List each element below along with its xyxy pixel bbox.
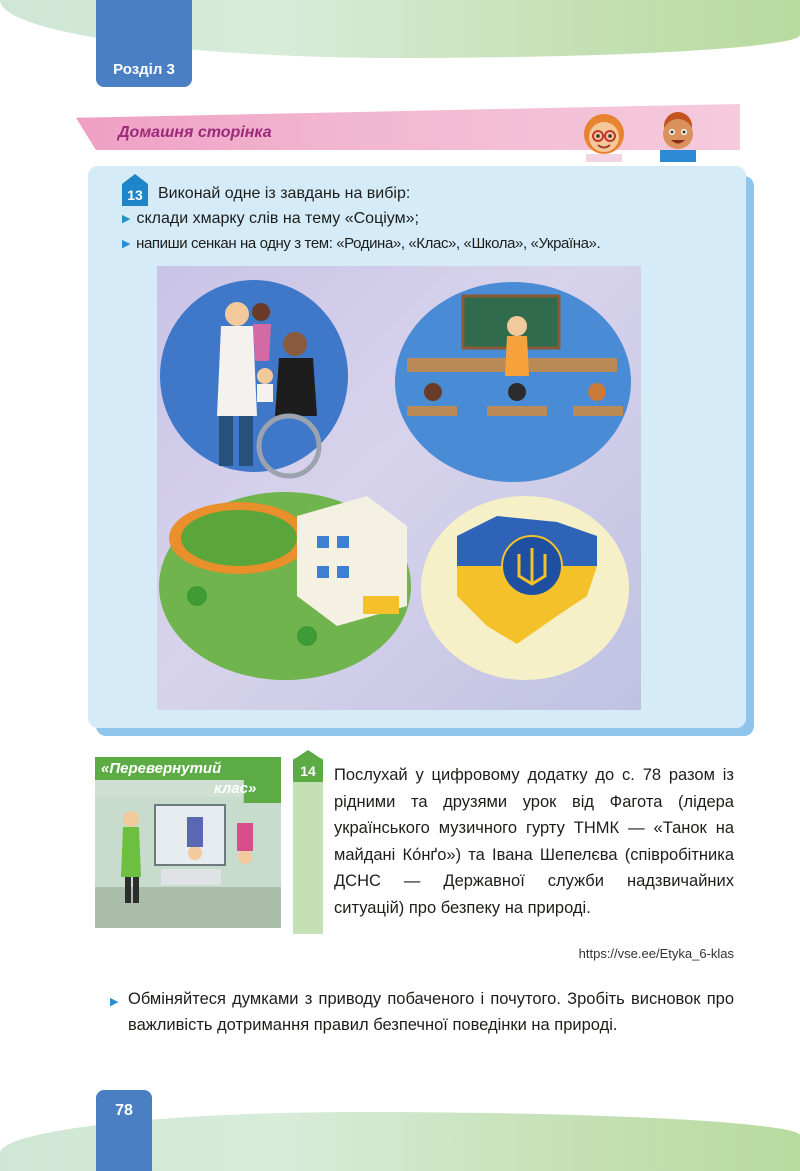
illustration-panel bbox=[157, 266, 641, 710]
ukraine-map-illustration bbox=[421, 496, 629, 680]
task-14-text: Послухай у цифровому додатку до с. 78 разом із рідними та друзями урок від Фагота (лідера українського музичного гурту ТНМК — «Танок на майдані Ко́нґо») та Івана Шепелєва (співробітника ДСНС — Державної служби надзвичайних ситуацій) про безпеку на природі. bbox=[334, 766, 734, 917]
classroom-illustration bbox=[395, 282, 631, 482]
school-city-illustration bbox=[159, 492, 411, 680]
section-label: Розділ 3 bbox=[113, 61, 175, 78]
closing-paragraph bbox=[110, 986, 734, 1038]
boy-mascot-icon bbox=[650, 108, 706, 164]
page-number-tab bbox=[96, 1090, 152, 1171]
task-13-option-2-text: напиши сенкан на одну з тем: «Родина», «Клас», «Школа», «Україна». bbox=[136, 235, 601, 252]
illustration-collage bbox=[157, 266, 641, 710]
task-14-badge: 14 bbox=[293, 760, 323, 782]
task-13-option-2 bbox=[122, 235, 600, 252]
page-number: 78 bbox=[115, 1102, 133, 1119]
task-13-option-1 bbox=[122, 210, 419, 228]
closing-text: Обміняйтеся думками з приводу побаченого і почутого. Зробіть висновок про важливість дотримання правил безпечної поведінки на природі. bbox=[128, 990, 734, 1034]
flipped-class-title-line-1: «Перевернутий bbox=[101, 760, 222, 777]
section-tab bbox=[96, 0, 192, 87]
bullet-icon: ▶ bbox=[122, 238, 131, 250]
task-13-option-1-text: склади хмарку слів на тему «Соціум»; bbox=[136, 210, 419, 227]
home-page-title: Домашня сторінка bbox=[118, 124, 272, 141]
girl-mascot-icon bbox=[578, 110, 630, 162]
task-13-badge: 13 bbox=[122, 184, 148, 206]
resource-link[interactable]: https://vse.ee/Etyka_6-klas bbox=[578, 946, 734, 961]
bullet-icon: ▶ bbox=[110, 996, 119, 1008]
family-illustration bbox=[160, 280, 348, 476]
task-14-sidebar bbox=[293, 758, 323, 934]
bullet-icon: ▶ bbox=[122, 213, 131, 225]
task-13-intro: Виконай одне із завдань на вибір: bbox=[158, 185, 411, 202]
flipped-class-title-line-2: клас» bbox=[214, 780, 257, 797]
